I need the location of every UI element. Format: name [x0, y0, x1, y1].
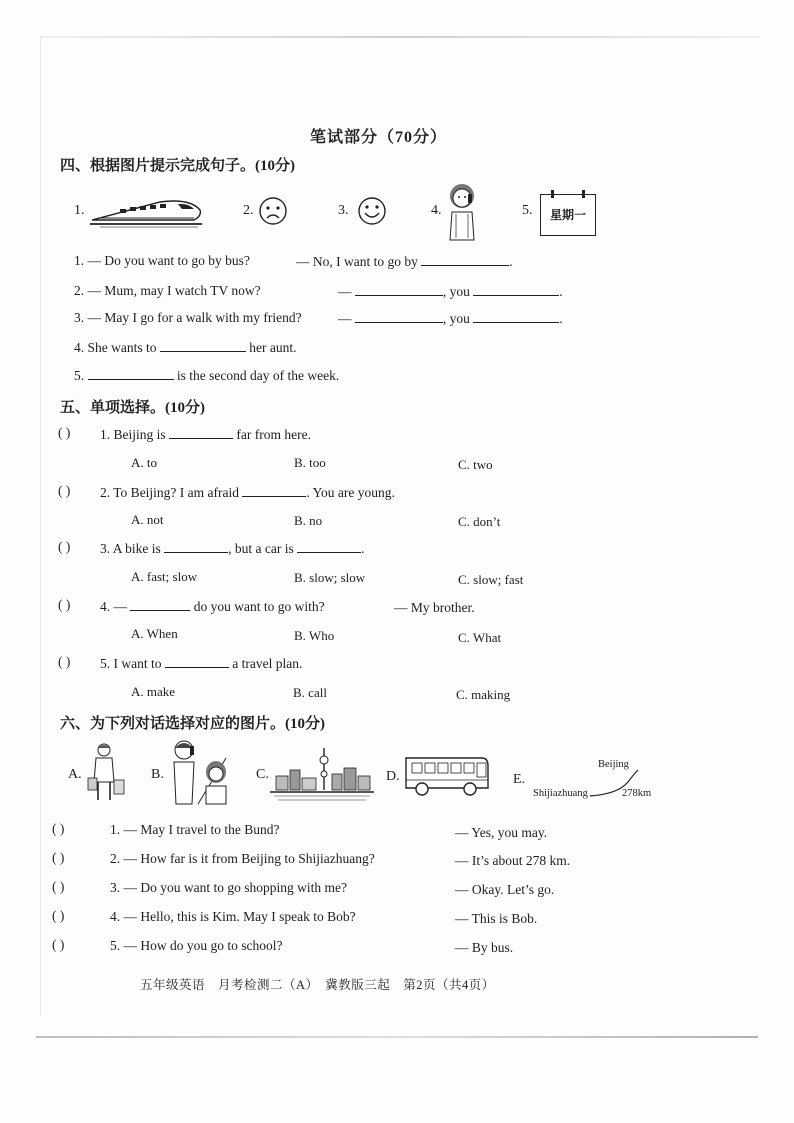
s6-a3: — Okay. Let’s go. — [455, 882, 555, 897]
pic-label-4: 4. — [431, 203, 442, 218]
phone-call-icon — [168, 738, 230, 808]
answer-blank[interactable] — [88, 367, 174, 380]
pic-label-1: 1. — [74, 203, 85, 218]
calendar-text: 星期一 — [549, 208, 586, 222]
pic-label-e: E. — [513, 772, 526, 787]
s5-q4-option-a[interactable]: A. When — [131, 626, 178, 641]
s6-q3: 3. — Do you want to go shopping with me? — [110, 880, 347, 895]
bus-icon — [402, 752, 490, 798]
s5-q5-option-c[interactable]: C. making — [456, 687, 511, 702]
section-5-heading: 五、单项选择。(10分) — [60, 400, 205, 416]
s4-q3: 3. — May I go for a walk with my friend? — [74, 310, 302, 325]
answer-blank[interactable] — [473, 283, 559, 296]
answer-blank[interactable] — [355, 283, 443, 296]
s5-q2: 2. To Beijing? I am afraid . You are young. — [100, 485, 395, 500]
s4-q3-answer: — , you . — [338, 311, 563, 326]
s5-q5-option-b[interactable]: B. call — [293, 685, 327, 700]
answer-paren[interactable]: ( ) — [52, 821, 65, 836]
s5-q3-option-a[interactable]: A. fast; slow — [131, 569, 198, 584]
s5-q5: 5. I want to a travel plan. — [100, 656, 303, 671]
s6-q1: 1. — May I travel to the Bund? — [110, 822, 280, 837]
scan-edge-left — [40, 36, 41, 1016]
answer-paren[interactable]: ( ) — [58, 654, 71, 669]
pic-label-3: 3. — [338, 203, 349, 218]
s6-a1: — Yes, you may. — [455, 825, 548, 840]
s5-q1-option-a[interactable]: A. to — [131, 455, 157, 470]
answer-blank[interactable] — [165, 655, 229, 668]
s5-q1-option-b[interactable]: B. too — [294, 455, 326, 470]
s5-q2-option-a[interactable]: A. not — [131, 512, 164, 527]
section-6-heading: 六、为下列对话选择对应的图片。(10分) — [60, 716, 325, 732]
s5-q2-option-c[interactable]: C. don’t — [458, 514, 501, 529]
s6-a5: — By bus. — [455, 940, 514, 955]
answer-blank[interactable] — [421, 253, 509, 266]
answer-blank[interactable] — [164, 540, 228, 553]
pic-label-b: B. — [151, 767, 164, 782]
section-4-heading: 四、根据图片提示完成句子。(10分) — [60, 158, 295, 174]
s5-q4: 4. — do you want to go with? — [100, 599, 325, 614]
calendar-icon — [540, 194, 596, 236]
answer-paren[interactable]: ( ) — [52, 879, 65, 894]
answer-paren[interactable]: ( ) — [58, 425, 71, 440]
s6-q5: 5. — How do you go to school? — [110, 938, 283, 953]
answer-blank[interactable] — [160, 339, 246, 352]
girl-on-phone-icon — [444, 182, 480, 242]
s4-q1: 1. — Do you want to go by bus? — [74, 253, 250, 268]
scan-edge-top — [40, 36, 760, 38]
pic-label-c: C. — [256, 767, 269, 782]
s5-q5-option-a[interactable]: A. make — [131, 684, 176, 699]
s4-q5: 5. is the second day of the week. — [74, 368, 340, 383]
answer-blank[interactable] — [130, 598, 190, 611]
train-icon — [90, 194, 205, 228]
answer-paren[interactable]: ( ) — [58, 539, 71, 554]
s5-q2-option-b[interactable]: B. no — [294, 513, 323, 528]
answer-blank[interactable] — [297, 540, 361, 553]
answer-blank[interactable] — [169, 426, 233, 439]
pic-label-a: A. — [68, 767, 82, 782]
s5-q1: 1. Beijing is far from here. — [100, 427, 311, 442]
s6-a2: — It’s about 278 km. — [455, 853, 571, 868]
s4-q4: 4. She wants to her aunt. — [74, 340, 297, 355]
answer-blank[interactable] — [242, 484, 306, 497]
s5-q4-option-c[interactable]: C. What — [458, 630, 502, 645]
s5-q1-option-c[interactable]: C. two — [458, 457, 493, 472]
shopping-woman-icon — [86, 742, 126, 804]
answer-paren[interactable]: ( ) — [52, 908, 65, 923]
page-footer: 五年级英语 月考检测二（A） 冀教版三起 第2页（共4页） — [140, 978, 495, 992]
s4-q2-answer: — , you . — [338, 284, 563, 299]
map-label-distance: 278km — [622, 788, 652, 799]
answer-paren[interactable]: ( ) — [52, 937, 65, 952]
pic-label-2: 2. — [243, 203, 254, 218]
map-label-shijiazhuang: Shijiazhuang — [533, 788, 588, 799]
s4-q2: 2. — Mum, may I watch TV now? — [74, 283, 261, 298]
s5-q4-reply: — My brother. — [394, 600, 475, 615]
scan-edge-bottom — [36, 1036, 758, 1038]
answer-paren[interactable]: ( ) — [58, 483, 71, 498]
s5-q3: 3. A bike is , but a car is . — [100, 541, 365, 556]
s6-q4: 4. — Hello, this is Kim. May I speak to Bob? — [110, 909, 356, 924]
answer-blank[interactable] — [355, 310, 443, 323]
sad-face-icon — [258, 196, 288, 226]
s4-q1-answer: — No, I want to go by . — [296, 254, 513, 269]
pic-label-5: 5. — [522, 203, 533, 218]
skyline-bund-icon — [270, 746, 374, 804]
answer-paren[interactable]: ( ) — [58, 597, 71, 612]
s5-q3-option-b[interactable]: B. slow; slow — [294, 570, 366, 585]
s6-a4: — This is Bob. — [455, 911, 538, 926]
s6-q2: 2. — How far is it from Beijing to Shijiazhuang? — [110, 851, 375, 866]
s5-q3-option-c[interactable]: C. slow; fast — [458, 572, 524, 587]
s5-q4-option-b[interactable]: B. Who — [294, 628, 335, 643]
happy-face-icon — [356, 196, 388, 226]
answer-paren[interactable]: ( ) — [52, 850, 65, 865]
answer-blank[interactable] — [473, 310, 559, 323]
pic-label-d: D. — [386, 769, 400, 784]
page-title: 笔试部分（70分） — [310, 129, 448, 146]
map-label-beijing: Beijing — [598, 759, 629, 770]
